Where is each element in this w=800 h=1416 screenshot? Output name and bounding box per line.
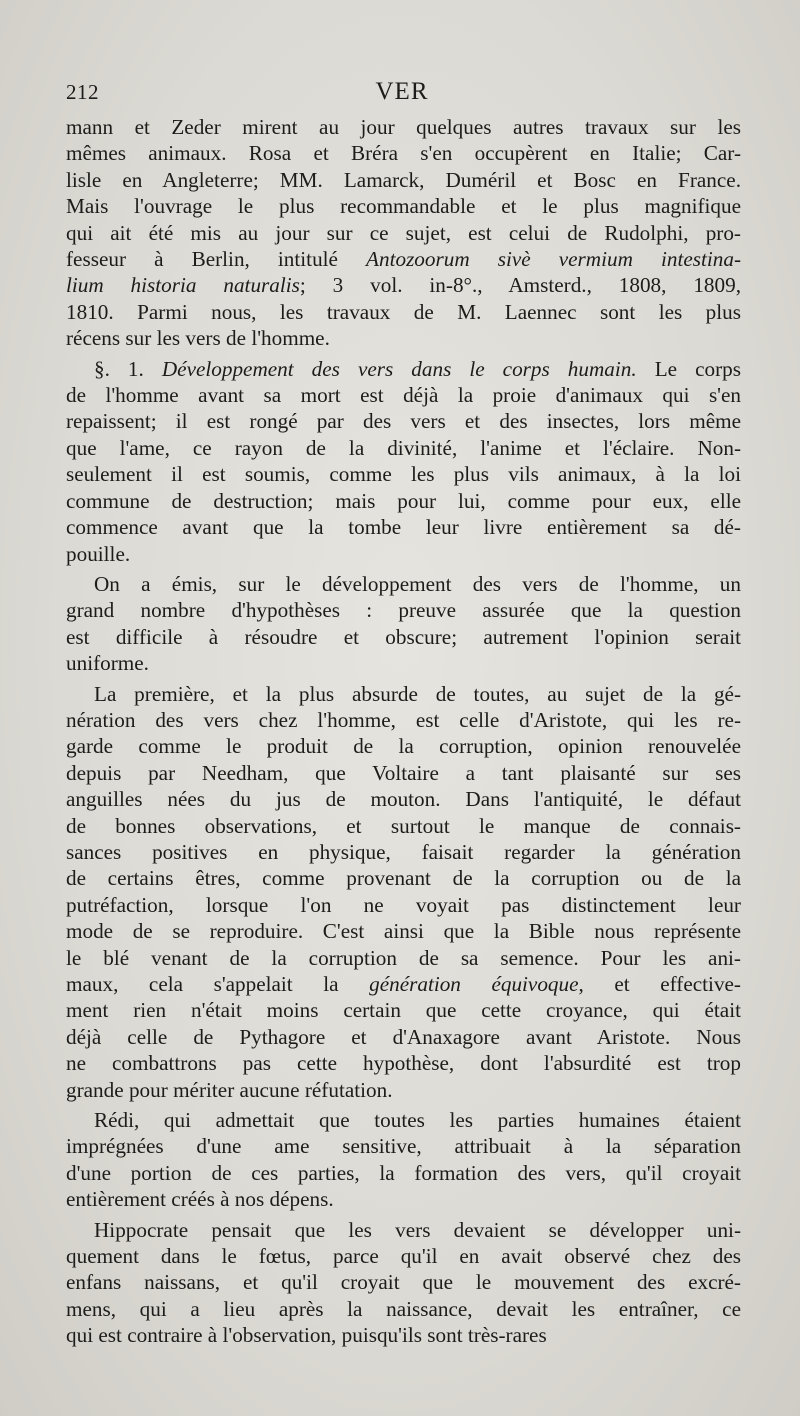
text-line	[66, 892, 741, 918]
text-segment: imprégnées d'une ame sensitive, attribuait à la séparation	[66, 1134, 741, 1159]
text-line	[66, 114, 741, 140]
text-line	[66, 760, 741, 786]
text-segment: garde comme le produit de la corruption, opinion renouvelée	[66, 734, 741, 759]
text-segment: 1810. Parmi nous, les travaux de M. Laennec sont les plus	[66, 299, 741, 324]
text-line	[66, 1217, 741, 1243]
text-segment: de l'homme avant sa mort est déjà la proie d'animaux qui s'en	[66, 383, 741, 408]
text-line	[66, 1160, 741, 1186]
text-line	[66, 140, 741, 166]
text-segment: mens, qui a lieu après la naissance, devait les entraîner, ce	[66, 1296, 741, 1321]
text-line	[66, 488, 741, 514]
text-line	[66, 541, 741, 567]
text-segment: qui est contraire à l'observation, puisqu'ils sont très-rares	[66, 1323, 547, 1348]
text-line	[66, 571, 741, 597]
text-segment: Hippocrate pensait que les vers devaient se développer uni-	[94, 1217, 741, 1242]
text-line	[66, 1107, 741, 1133]
text-line	[66, 918, 741, 944]
text-segment: anguilles nées du jus de mouton. Dans l'antiquité, le défaut	[66, 787, 741, 812]
text-segment: grand nombre d'hypothèses : preuve assurée que la question	[66, 598, 741, 623]
text-line	[66, 167, 741, 193]
paragraph	[66, 114, 741, 352]
text-line	[66, 193, 741, 219]
text-segment: , et effective-	[578, 972, 741, 996]
text-segment: depuis par Needham, que Voltaire a tant plaisanté sur ses	[66, 760, 741, 785]
text-line	[66, 624, 741, 650]
text-segment: uniforme.	[66, 651, 149, 676]
text-segment: lisle en Angleterre; MM. Lamarck, Duméril et Bosc en France.	[66, 167, 741, 192]
text-segment: ; 3 vol. in-8°., Amsterd., 1808, 1809,	[299, 273, 741, 298]
text-line	[66, 1133, 741, 1159]
text-line	[66, 272, 741, 298]
text-segment: sances positives en physique, faisait regarder la génération	[66, 839, 741, 864]
text-line	[66, 813, 741, 839]
text-segment: qui ait été mis au jour sur ce sujet, est celui de Rudolphi, pro-	[66, 220, 741, 245]
text-line	[66, 461, 741, 487]
text-segment: fesseur à Berlin, intitulé	[66, 247, 367, 272]
text-line	[66, 971, 741, 997]
text-line	[66, 681, 741, 707]
text-line	[66, 707, 741, 733]
text-line	[66, 1296, 741, 1322]
text-segment: commune de destruction; mais pour lui, comme pour eux, elle	[66, 488, 741, 513]
text-segment: de certains êtres, comme provenant de la corruption ou de la	[66, 866, 741, 891]
text-line	[66, 1243, 741, 1269]
text-line	[66, 865, 741, 891]
text-line	[66, 1050, 741, 1076]
text-line	[66, 597, 741, 623]
text-line	[66, 733, 741, 759]
text-line	[66, 382, 741, 408]
text-line	[66, 650, 741, 676]
text-segment: le blé venant de la corruption de sa semence. Pour les ani-	[66, 945, 741, 970]
text-segment: mode de se reproduire. C'est ainsi que la Bible nous représente	[66, 919, 741, 944]
text-segment: On a émis, sur le développement des vers de l'homme, un	[94, 571, 741, 596]
text-segment: que l'ame, ce rayon de la divinité, l'anime et l'éclaire. Non-	[66, 435, 741, 460]
text-line	[66, 299, 741, 325]
text-segment: Le corps	[636, 356, 741, 381]
italic-text: lium historia naturalis	[66, 273, 300, 298]
text-line	[66, 1077, 741, 1103]
text-line	[66, 786, 741, 812]
text-segment: mêmes animaux. Rosa et Bréra s'en occupèrent en Italie; Car-	[66, 141, 741, 166]
running-head: VER	[375, 78, 429, 105]
text-line	[66, 1269, 741, 1295]
text-segment: Mais l'ouvrage le plus recommandable et le plus magnifique	[66, 194, 741, 219]
italic-text: génération équivoque	[369, 972, 579, 996]
text-segment: repaissent; il est rongé par des vers et des insectes, lors même	[66, 409, 741, 434]
text-line	[66, 514, 741, 540]
paragraph	[66, 1217, 741, 1349]
text-segment: de bonnes observations, et surtout le manque de connais-	[66, 813, 741, 838]
text-line	[66, 435, 741, 461]
text-line	[66, 246, 741, 272]
text-segment: commence avant que la tombe leur livre entièrement sa dé-	[66, 515, 741, 540]
text-segment: grande pour mériter aucune réfutation.	[66, 1077, 393, 1102]
text-segment: enfans naissans, et qu'il croyait que le mouvement des excré-	[66, 1270, 741, 1295]
text-line	[66, 325, 741, 351]
text-line	[66, 945, 741, 971]
text-segment: ne combattrons pas cette hypothèse, dont l'absurdité est trop	[66, 1051, 741, 1076]
paragraph	[66, 1107, 741, 1213]
italic-text: Développement des vers dans le corps humain.	[161, 356, 637, 381]
text-segment: putréfaction, lorsque l'on ne voyait pas distinctement leur	[66, 892, 741, 917]
text-line	[66, 1024, 741, 1050]
text-segment: est difficile à résoudre et obscure; autrement l'opinion serait	[66, 624, 741, 649]
text-line	[66, 997, 741, 1023]
text-line	[66, 839, 741, 865]
text-segment: Rédi, qui admettait que toutes les parties humaines étaient	[94, 1108, 741, 1133]
page-header	[66, 78, 738, 114]
italic-text: Antozoorum sivè vermium intestina-	[366, 247, 742, 272]
text-line	[66, 220, 741, 246]
text-segment: §. 1.	[94, 356, 162, 381]
text-segment: d'une portion de ces parties, la formation des vers, qu'il croyait	[66, 1160, 741, 1185]
paragraph	[66, 571, 741, 677]
text-segment: ment rien n'était moins certain que cette croyance, qui était	[66, 998, 741, 1023]
text-segment: entièrement créés à nos dépens.	[66, 1187, 334, 1212]
paragraph	[66, 681, 741, 1104]
text-segment: La première, et la plus absurde de toutes, au sujet de la gé-	[94, 681, 741, 706]
text-line	[66, 1322, 741, 1348]
text-line	[66, 1186, 741, 1212]
body-text	[66, 114, 741, 1349]
text-segment: seulement il est soumis, comme les plus vils animaux, à la loi	[66, 462, 741, 487]
text-line	[66, 408, 741, 434]
text-segment: nération des vers chez l'homme, est celle d'Aristote, qui les re-	[66, 707, 741, 732]
text-segment: mann et Zeder mirent au jour quelques autres travaux sur les	[66, 115, 741, 139]
text-segment: déjà celle de Pythagore et d'Anaxagore avant Aristote. Nous	[66, 1024, 741, 1049]
text-segment: quement dans le fœtus, parce qu'il en avait observé chez des	[66, 1244, 741, 1269]
paragraph	[66, 356, 741, 567]
text-line	[66, 356, 741, 382]
text-segment: maux, cela s'appelait la	[66, 972, 370, 996]
text-segment: récens sur les vers de l'homme.	[66, 326, 330, 351]
page-number: 212	[66, 80, 99, 104]
text-segment: pouille.	[66, 541, 131, 566]
